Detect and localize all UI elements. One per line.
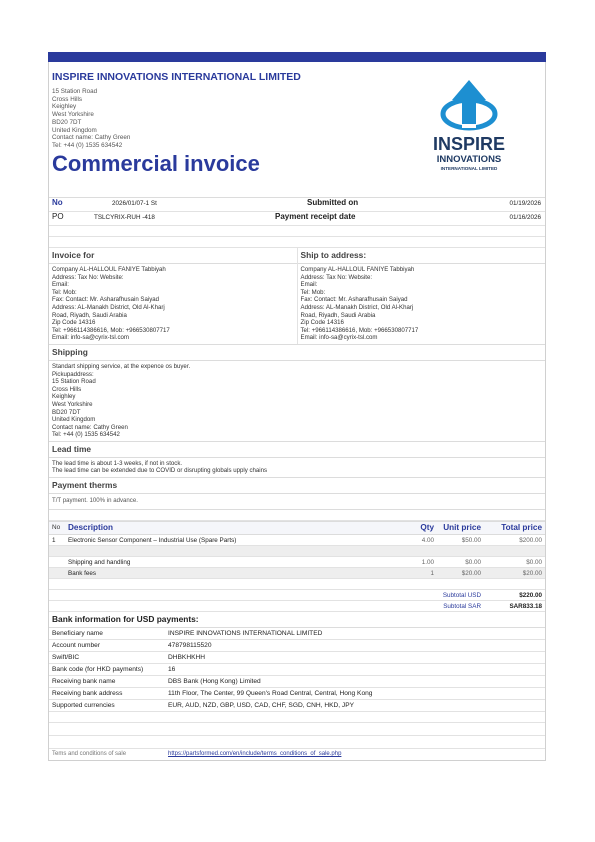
- invoice-sheet: [48, 52, 546, 761]
- bank-value: DHBKHKHH: [168, 654, 206, 662]
- payment-date-label: Payment receipt date: [275, 212, 356, 221]
- po-label: PO: [52, 212, 64, 221]
- bank-value: INSPIRE INNOVATIONS INTERNATIONAL LIMITED: [168, 630, 323, 638]
- bank-fees-qty: 1: [430, 570, 434, 578]
- spacer-row: [49, 579, 545, 590]
- header-po-row: [49, 212, 545, 226]
- bank-row: [49, 640, 545, 652]
- spacer-row: [49, 723, 545, 736]
- ship-to-address: Company AL-HALLOUL FANIYE Tabbiyah Address: Tax No: Website: Email: Tel: Mob: Fax: Contact: Mr. Asharafhusain Saiyad Address: AL-Manakh District, Old Al-Kharj Road, Riyadh, Saudi Arabia Zip Code 14316 Tel: +966114386616, Mob: +966530807717 Email: info-sa@cyrix-tsl.com: [300, 266, 419, 342]
- shipping-unit: $0.00: [465, 559, 481, 567]
- ship-to-title: Ship to address:: [298, 248, 546, 264]
- parties-block: [49, 248, 545, 345]
- subtotal-usd-row: [49, 590, 545, 601]
- upload-arrow-icon: [394, 62, 544, 197]
- spacer-row: [49, 712, 545, 723]
- item-total: $200.00: [519, 537, 542, 545]
- bank-value: 478798115520: [168, 642, 212, 650]
- item-no: 1: [52, 537, 56, 545]
- company-logo: [394, 62, 544, 197]
- lead-time-details: The lead time is about 1-3 weeks, if not in stock. The lead time can be extended due to COVID or disrupting globals upply chains: [49, 458, 545, 478]
- no-label: No: [52, 198, 63, 207]
- subtotal-sar-value: SAR833.18: [509, 603, 542, 611]
- submitted-value: 01/19/2026: [509, 200, 541, 207]
- bank-row: [49, 700, 545, 712]
- shipping-title: Shipping: [49, 345, 545, 361]
- bank-label: Beneficiary name: [52, 630, 103, 638]
- bank-fees-label: Bank fees: [68, 570, 97, 578]
- spacer-row: [49, 736, 545, 749]
- seller-company: INSPIRE INNOVATIONS INTERNATIONAL LIMITED: [52, 71, 301, 83]
- col-unit-price: Unit price: [443, 523, 481, 533]
- items-header: [49, 521, 545, 535]
- bank-row: [49, 652, 545, 664]
- col-no: No: [52, 524, 61, 532]
- subtotal-usd-value: $220.00: [519, 592, 542, 600]
- terms-row: [49, 749, 545, 760]
- col-qty: Qty: [420, 523, 434, 533]
- lead-time-title: Lead time: [49, 442, 545, 458]
- shipping-handling-row: [49, 557, 545, 568]
- no-value: 2026/01/07-1 St: [112, 200, 157, 207]
- spacer-row: [49, 510, 545, 521]
- bank-fees-total: $20.00: [522, 570, 542, 578]
- seller-address: 15 Station Road Cross Hills Keighley West Yorkshire BD20 7DT United Kingdom Contact name: Cathy Green Tel: +44 (0) 1535 634542: [52, 88, 131, 149]
- spacer-row: [49, 226, 545, 237]
- col-total-price: Total price: [501, 523, 542, 533]
- spacer-row: [49, 237, 545, 248]
- subtotal-sar-row: [49, 601, 545, 612]
- svg-text:INTERNATIONAL LIMITED: INTERNATIONAL LIMITED: [440, 166, 498, 171]
- seller-block: [49, 62, 545, 198]
- bank-label: Receiving bank name: [52, 678, 116, 686]
- bank-row: [49, 664, 545, 676]
- bank-fees-unit: $20.00: [461, 570, 481, 578]
- bank-row: [49, 688, 545, 700]
- payment-terms-text: T/T payment. 100% in advance.: [49, 494, 545, 510]
- invoice-grid: [48, 62, 546, 761]
- shipping-qty: 1.00: [421, 559, 434, 567]
- payment-terms-title: Payment therms: [49, 478, 545, 494]
- bank-label: Supported currencies: [52, 702, 115, 710]
- terms-link[interactable]: https://partsformed.com/en/include/terms_conditions_of_sale.php: [168, 751, 342, 758]
- item-description: Electronic Sensor Component – Industrial Use (Spare Parts): [68, 537, 237, 545]
- po-value: TSLCYRIX-RUH -418: [94, 214, 155, 221]
- item-unit-price: $50.00: [461, 537, 481, 545]
- ship-to-block: [298, 248, 546, 344]
- bank-value: DBS Bank (Hong Kong) Limited: [168, 678, 261, 686]
- invoice-for-title: Invoice for: [49, 248, 297, 264]
- bank-value: EUR, AUD, NZD, GBP, USD, CAD, CHF, SGD, CNH, HKD, JPY: [168, 702, 354, 710]
- shipping-details: Standart shipping service, at the expence os buyer. Pickupaddress: 15 Station Road Cross Hills Keighley West Yorkshire BD20 7DT United Kingdom Contact name: Cathy Green Tel: +44 (0) 1535 634542: [49, 361, 545, 442]
- item-row: [49, 535, 545, 546]
- doc-title: Commercial invoice: [52, 150, 260, 176]
- bank-label: Bank code (for HKD payments): [52, 666, 144, 674]
- bank-row: [49, 676, 545, 688]
- payment-date-value: 01/16/2026: [509, 214, 541, 221]
- bank-value: 16: [168, 666, 176, 674]
- bank-value: 11th Floor, The Center, 99 Queen's Road Central, Central, Hong Kong: [168, 690, 373, 698]
- item-qty: 4.00: [421, 537, 434, 545]
- col-description: Description: [68, 523, 114, 533]
- bank-row: [49, 628, 545, 640]
- header-no-row: [49, 198, 545, 212]
- svg-text:INSPIRE: INSPIRE: [432, 134, 506, 154]
- bank-label: Account number: [52, 642, 101, 650]
- shipping-total: $0.00: [526, 559, 542, 567]
- terms-label: Tems and conditions of sale: [52, 751, 127, 758]
- bank-fees-row: [49, 568, 545, 579]
- item-row-empty: [49, 546, 545, 557]
- top-banner: [48, 52, 546, 62]
- bank-label: Receiving bank address: [52, 690, 123, 698]
- bank-label: Swift/BIC: [52, 654, 80, 662]
- invoice-for-address: Company AL-HALLOUL FANIYE Tabbiyah Address: Tax No: Website: Email: Tel: Mob: Fax: Contact: Mr. Asharafhusain Saiyad Address: AL-Manakh District, Old Al-Kharj Road, Riyadh, Saudi Arabia Zip Code 14316 Tel: +966114386616, Mob: +966530807717 Email: info-sa@cyrix-tsl.com: [52, 266, 170, 342]
- bank-title: Bank information for USD payments:: [49, 612, 545, 628]
- shipping-handling-label: Shipping and handling: [68, 559, 131, 567]
- subtotal-sar-label: Subtotal SAR: [443, 603, 481, 611]
- svg-text:INNOVATIONS: INNOVATIONS: [436, 154, 502, 165]
- subtotal-usd-label: Subtotal USD: [442, 592, 481, 600]
- submitted-label: Submitted on: [307, 198, 359, 207]
- invoice-for-block: [49, 248, 298, 344]
